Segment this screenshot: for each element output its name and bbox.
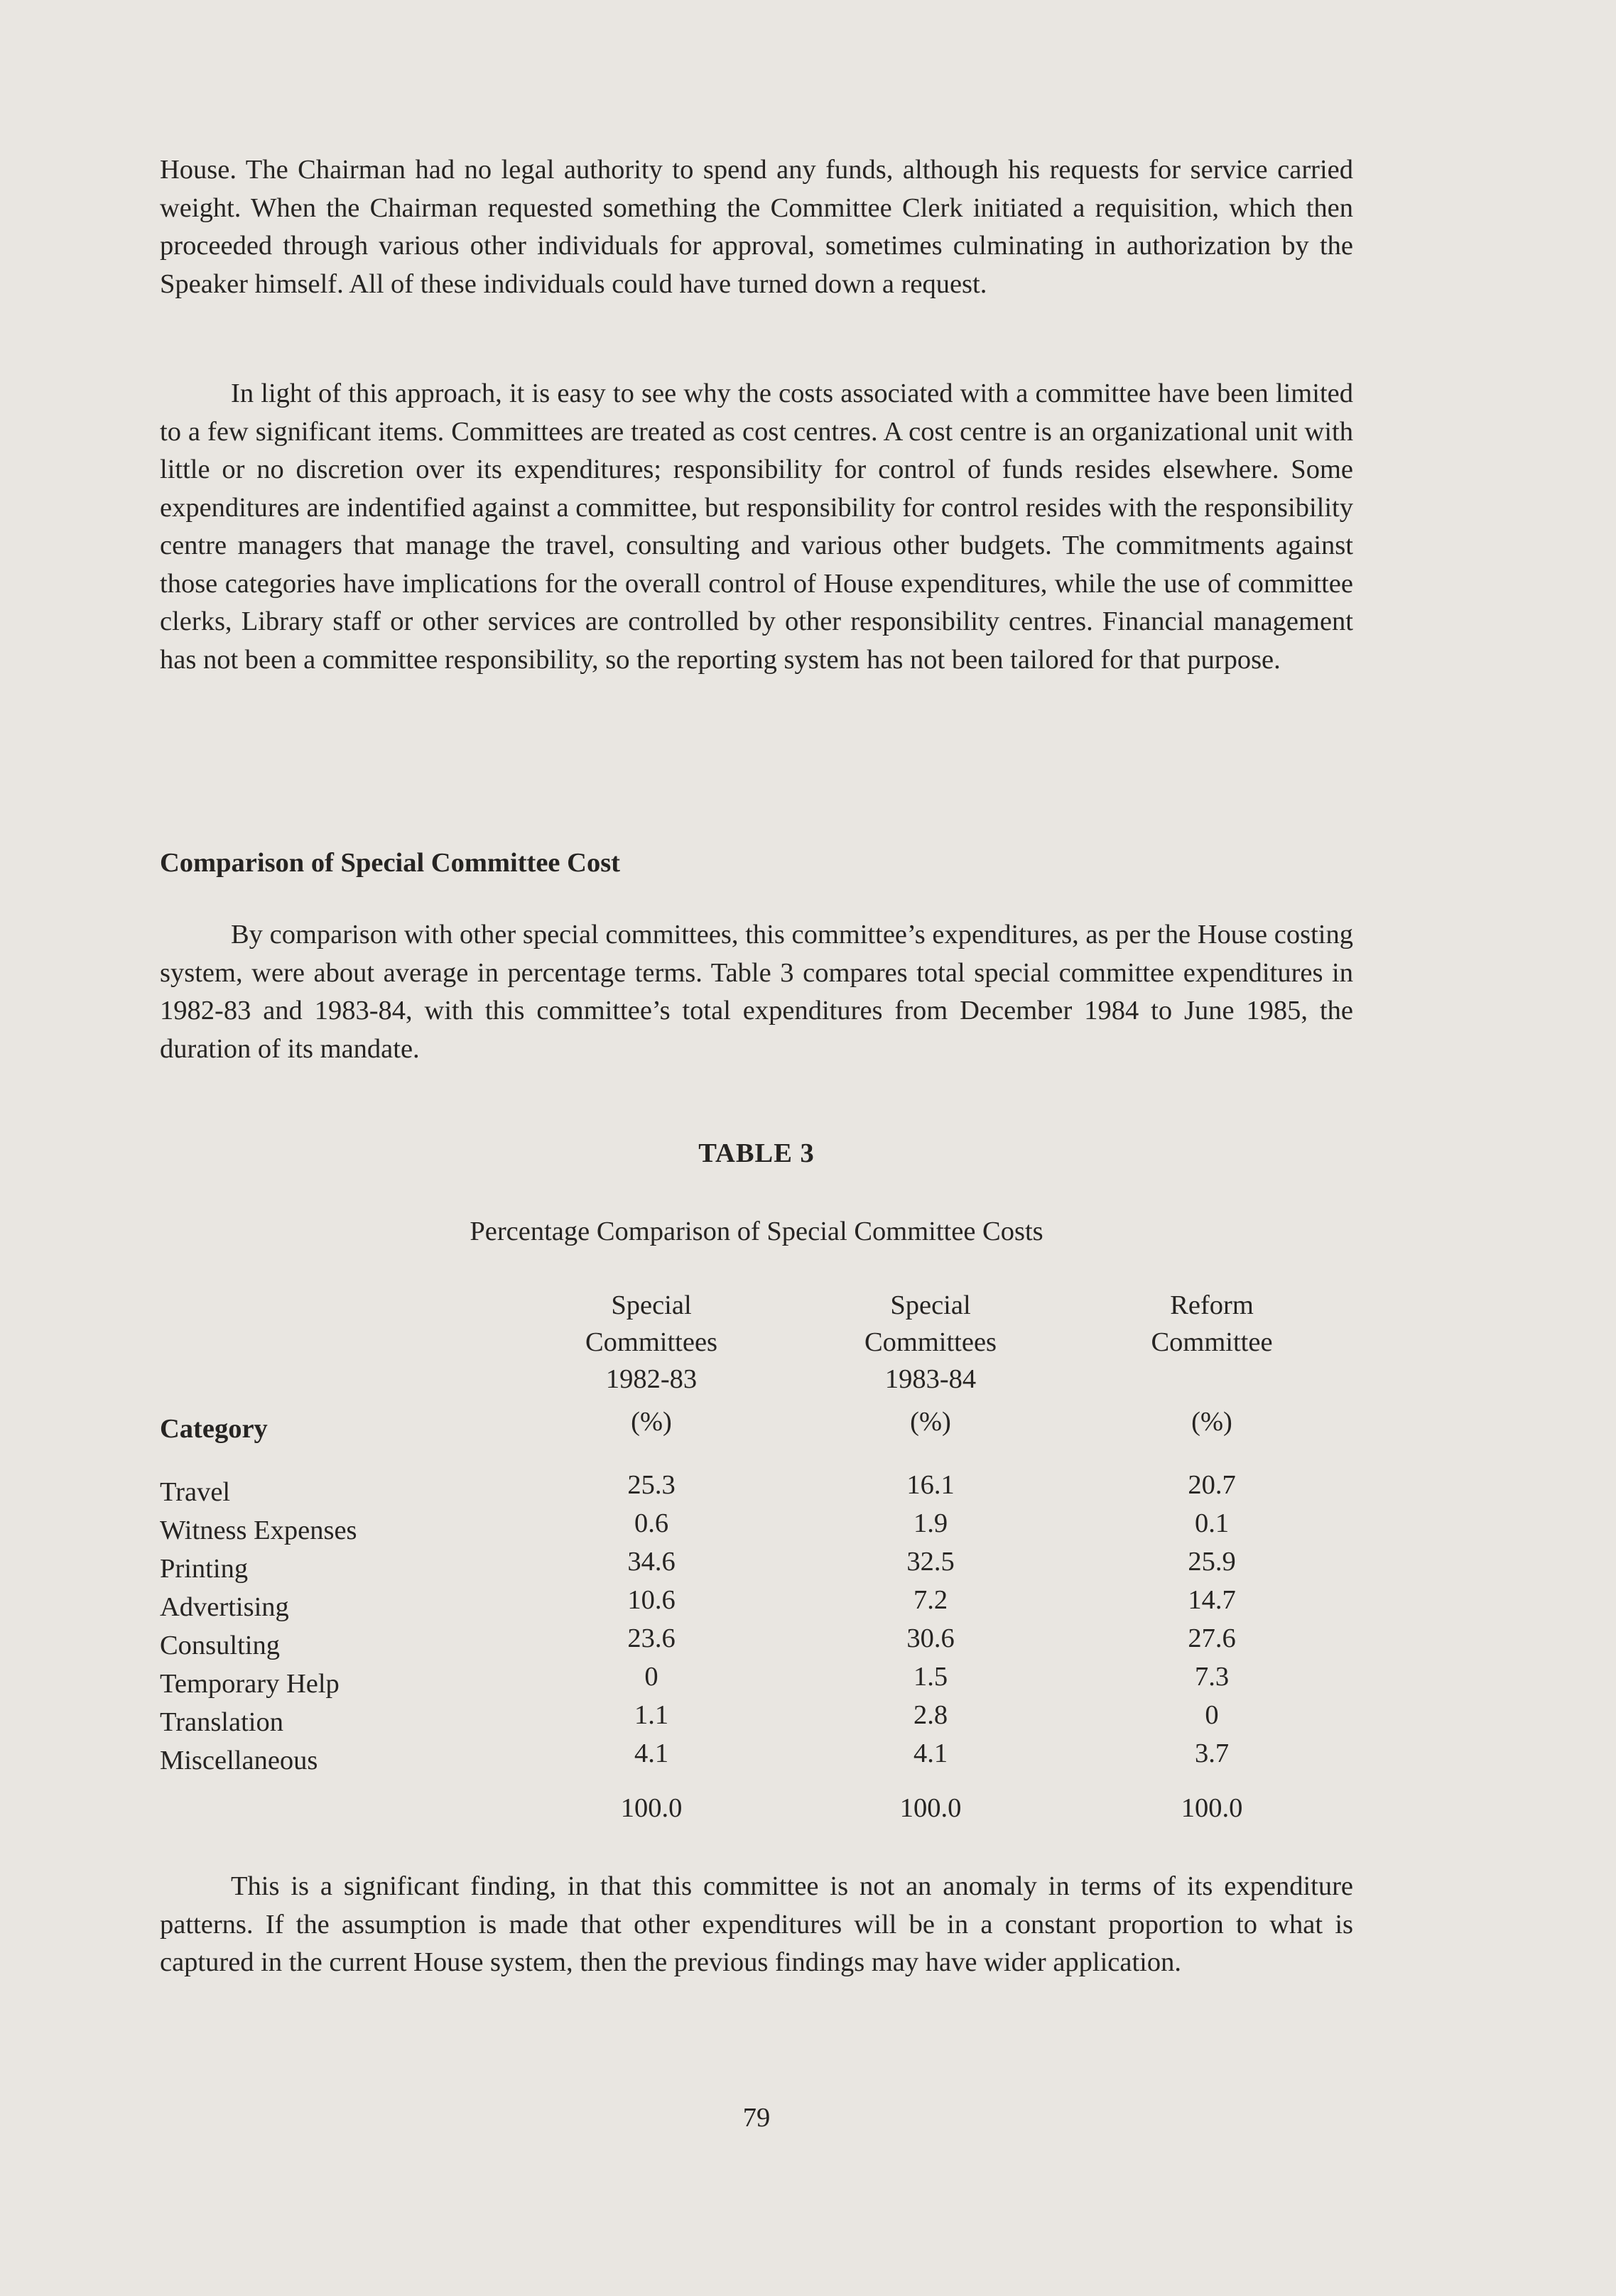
- table-cell: 16.1: [906, 1470, 955, 1500]
- value-column-3: [1077, 1466, 1347, 1773]
- total-cell-1: 100.0: [620, 1793, 683, 1823]
- category-label: Travel: [160, 1477, 231, 1507]
- table-cell: 2.8: [913, 1700, 948, 1730]
- column-header-line: Committee: [1151, 1327, 1273, 1357]
- table-cell: 10.6: [627, 1585, 676, 1615]
- column-header-line: 1983-84: [884, 1364, 977, 1394]
- column-header-line: Special: [611, 1290, 692, 1320]
- table-cell: 25.3: [627, 1470, 676, 1500]
- table-cell: 1.9: [913, 1508, 948, 1538]
- category-label: Advertising: [160, 1592, 289, 1622]
- category-label: Printing: [160, 1554, 249, 1584]
- table-cell: 20.7: [1188, 1470, 1236, 1500]
- total-cell-2: 100.0: [899, 1793, 962, 1823]
- category-header: Category: [160, 1414, 268, 1444]
- table-cell: 30.6: [906, 1623, 955, 1653]
- category-label: Miscellaneous: [160, 1746, 318, 1775]
- value-column-1: [516, 1466, 786, 1773]
- table-cell: 4.1: [634, 1739, 669, 1768]
- table-cell: 1.1: [634, 1700, 669, 1730]
- paragraph-4: This is a significant finding, in that this committee is not an anomaly in terms of its expenditure patterns. If the assumption is made that other expenditures will be in a constant proportion to what is captured in the current House system, then the previous findings may have wider application.: [160, 1871, 1353, 1977]
- category-label: Temporary Help: [160, 1669, 340, 1699]
- page-number: 79: [742, 2103, 771, 2133]
- column-header-2: [796, 1287, 1065, 1398]
- table-cell: 3.7: [1194, 1739, 1230, 1768]
- paragraph-1: House. The Chairman had no legal authority to spend any funds, although his requests for service carried weight. When the Chairman requested something the Committee Clerk initiated a requisition, which then proceeded through various other individuals for approval, sometimes culminating in authorization by the Speaker himself. All of these individuals could have turned down a request.: [160, 155, 1353, 299]
- table-cell: 32.5: [906, 1547, 955, 1577]
- table-cell: 0.1: [1194, 1508, 1230, 1538]
- table-cell: 23.6: [627, 1623, 676, 1653]
- table-cell: 25.9: [1188, 1547, 1236, 1577]
- table-cell: 1.5: [913, 1662, 948, 1692]
- table-cell: 14.7: [1188, 1585, 1236, 1615]
- table-cell: 7.3: [1194, 1662, 1230, 1692]
- table-cell: 27.6: [1188, 1623, 1236, 1653]
- table-cell: 34.6: [627, 1547, 676, 1577]
- total-cell-3: 100.0: [1181, 1793, 1243, 1823]
- paragraph-3: By comparison with other special committees, this committee’s expenditures, as per the House costing system, were about average in percentage terms. Table 3 compares total special committee expenditures in 1982-83 and 1983-84, with this committee’s total expenditures from December 1984 to June 1985, the duration of its mandate.: [160, 920, 1353, 1064]
- paragraph-2: In light of this approach, it is easy to see why the costs associated with a committee have been limited to a few significant items. Committees are treated as cost centres. A cost centre is an organizational unit with little or no discretion over its expenditures; responsibility for control of funds resides elsewhere. Some expenditures are indentified against a committee, but responsibility for control resides with the responsibility centre managers that manage the travel, consulting and various other budgets. The commitments against those categories have implications for the overall control of House expenditures, while the use of committee clerks, Library staff or other services are controlled by other responsibility centres. Financial management has not been a committee responsibility, so the reporting system has not been tailored for that purpose.: [160, 379, 1353, 675]
- column-header-line: Committees: [864, 1327, 997, 1357]
- table-cell: 7.2: [913, 1585, 948, 1615]
- category-list: [160, 1473, 357, 1780]
- column-header-line: Reform: [1170, 1290, 1254, 1320]
- column-unit-3: (%): [1191, 1407, 1232, 1437]
- table-title: TABLE 3: [698, 1138, 815, 1168]
- category-label: Translation: [160, 1707, 283, 1737]
- table-cell: 0: [1205, 1700, 1219, 1730]
- section-heading: Comparison of Special Committee Cost: [160, 848, 620, 878]
- column-header-line: Special: [890, 1290, 971, 1320]
- table-subtitle: Percentage Comparison of Special Committee Costs: [470, 1217, 1043, 1246]
- column-header-line: 1982-83: [605, 1364, 698, 1394]
- table-cell: 4.1: [913, 1739, 948, 1768]
- category-label: Witness Expenses: [160, 1516, 357, 1545]
- column-header-line: Committees: [585, 1327, 718, 1357]
- column-header-1: [516, 1287, 786, 1398]
- column-header-3: [1077, 1287, 1347, 1361]
- table-cell: 0.6: [634, 1508, 669, 1538]
- value-column-2: [796, 1466, 1065, 1773]
- column-unit-1: (%): [631, 1407, 672, 1437]
- column-unit-2: (%): [910, 1407, 951, 1437]
- table-cell: 0: [644, 1662, 658, 1692]
- category-label: Consulting: [160, 1631, 281, 1660]
